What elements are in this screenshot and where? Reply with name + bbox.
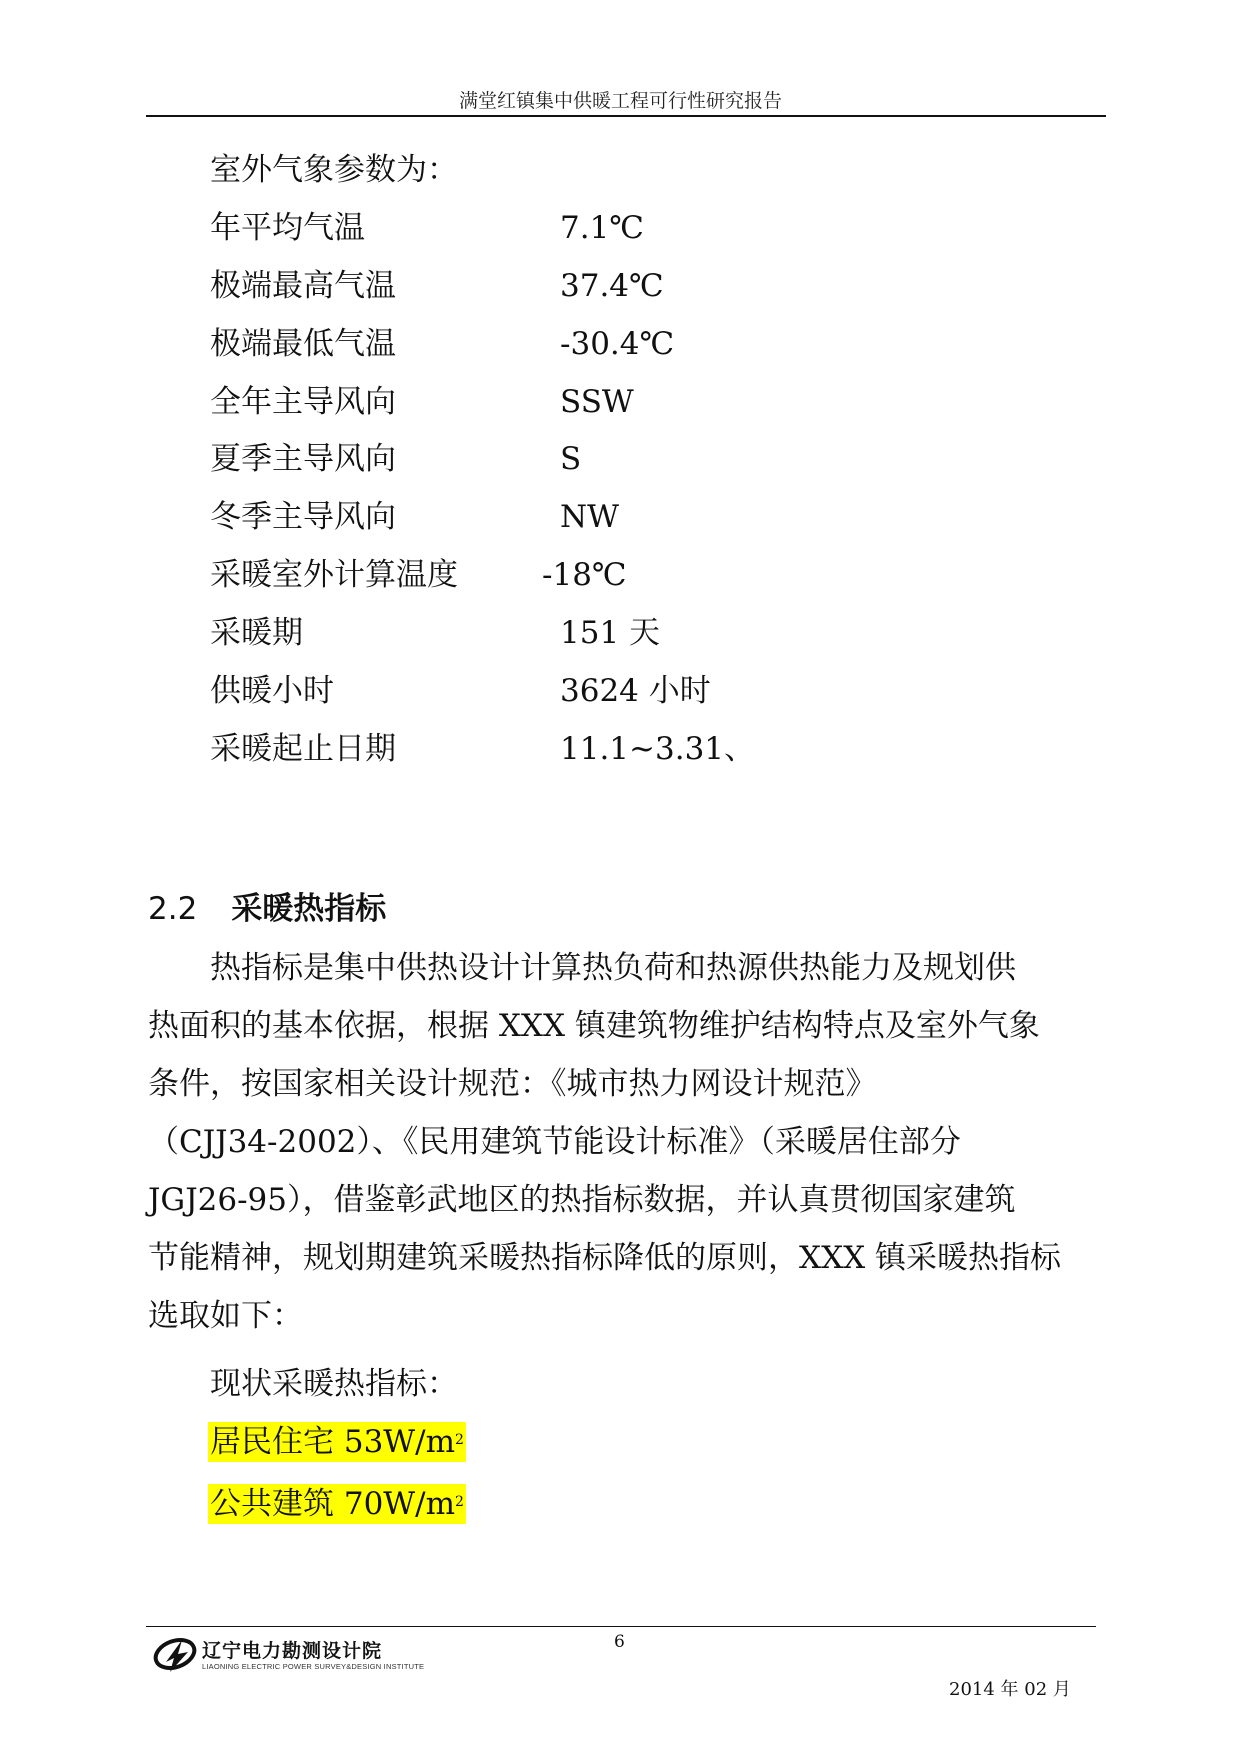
- paragraph-line: 选取如下：: [148, 1298, 303, 1334]
- indices-intro: 现状采暖热指标：: [210, 1366, 458, 1402]
- index-item-residential: [208, 1422, 466, 1462]
- weather-row-label: 极端最低气温: [210, 326, 396, 362]
- header-divider: [146, 115, 1106, 117]
- weather-row-label: 夏季主导风向: [210, 441, 396, 477]
- index-label: 公共建筑 70W/m: [210, 1486, 456, 1522]
- logo-subtitle: LIAONING ELECTRIC POWER SURVEY&DESIGN INSTITUTE: [202, 1662, 425, 1671]
- weather-row-value: 3624 小时: [560, 673, 711, 709]
- superscript: 2: [455, 1494, 464, 1510]
- header-title: 满堂红镇集中供暖工程可行性研究报告: [458, 90, 782, 112]
- superscript: 2: [455, 1432, 464, 1448]
- paragraph-line: 热指标是集中供热设计计算热负荷和热源供热能力及规划供: [210, 950, 1016, 986]
- weather-row-value: S: [560, 441, 582, 477]
- weather-row-value: SSW: [560, 384, 634, 420]
- weather-row-label: 极端最高气温: [210, 268, 396, 304]
- footer-divider: [146, 1626, 1096, 1627]
- index-label: 居民住宅 53W/m: [210, 1424, 456, 1460]
- page-number: 6: [614, 1632, 625, 1652]
- weather-row-label: 冬季主导风向: [210, 499, 396, 535]
- weather-row-value: -18℃: [542, 557, 627, 593]
- footer-date: 2014 年 02 月: [949, 1679, 1071, 1700]
- weather-row-label: 全年主导风向: [210, 384, 396, 420]
- section-title: 采暖热指标: [231, 891, 387, 927]
- highlighted-text: [208, 1484, 466, 1524]
- weather-row-value: 37.4℃: [560, 268, 664, 304]
- paragraph-line: 热面积的基本依据，根据 XXX 镇建筑物维护结构特点及室外气象: [148, 1008, 1040, 1044]
- weather-row-value: 7.1℃: [560, 210, 644, 246]
- logo-name: 辽宁电力勘测设计院: [202, 1640, 383, 1662]
- weather-row-value: 151 天: [560, 615, 661, 651]
- section-heading: [148, 889, 386, 929]
- weather-row-value: -30.4℃: [560, 326, 675, 362]
- weather-row-label: 采暖室外计算温度: [210, 557, 458, 593]
- paragraph-line: 节能精神，规划期建筑采暖热指标降低的原则，XXX 镇采暖热指标: [148, 1240, 1062, 1276]
- section-number: 2.2: [148, 891, 198, 927]
- weather-row-value: NW: [560, 499, 619, 535]
- weather-row-label: 供暖小时: [210, 673, 334, 709]
- paragraph-line: 条件，按国家相关设计规范：《城市热力网设计规范》: [148, 1066, 877, 1102]
- weather-row-value: 11.1~3.31、: [560, 731, 756, 767]
- paragraph-line: （CJJ34-2002）、《民用建筑节能设计标准》（采暖居住部分: [148, 1124, 961, 1160]
- weather-row-label: 采暖起止日期: [210, 731, 396, 767]
- paragraph-line: JGJ26-95），借鉴彰武地区的热指标数据，并认真贯彻国家建筑: [148, 1182, 1016, 1218]
- highlighted-text: [208, 1422, 466, 1462]
- weather-row-label: 年平均气温: [210, 210, 365, 246]
- index-item-public: [208, 1484, 466, 1524]
- weather-intro: 室外气象参数为：: [210, 152, 458, 188]
- weather-row-label: 采暖期: [210, 615, 303, 651]
